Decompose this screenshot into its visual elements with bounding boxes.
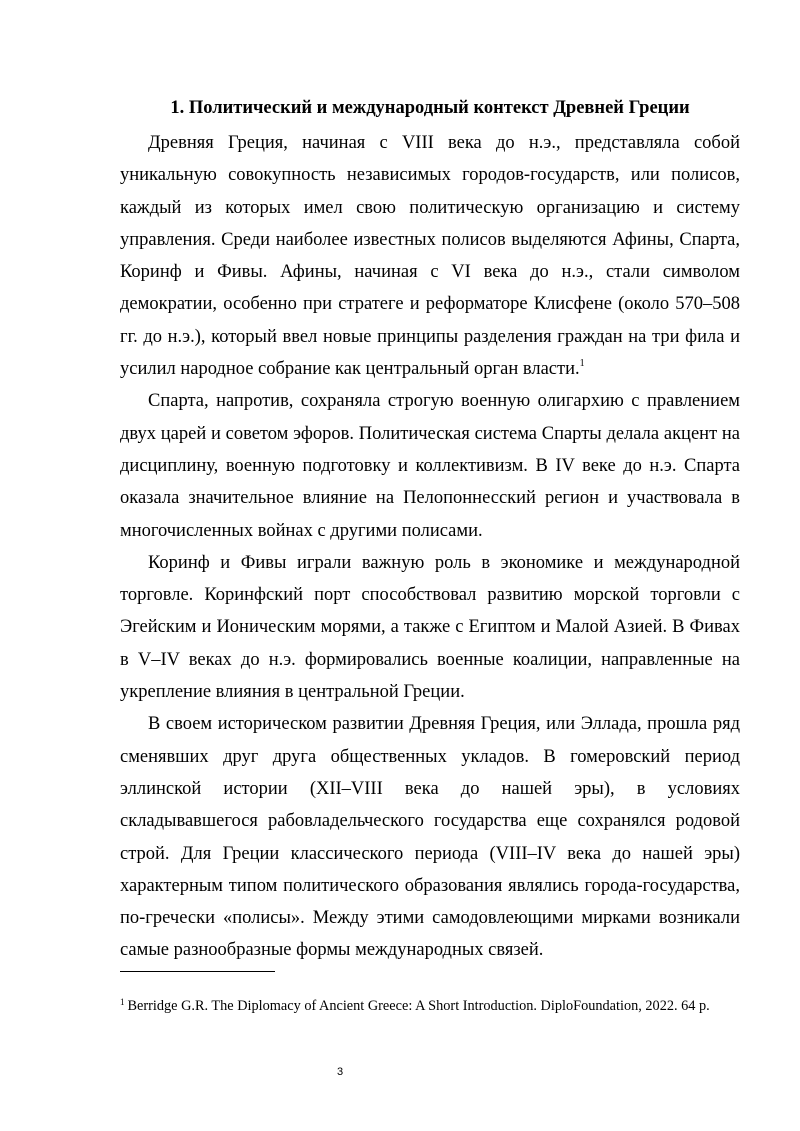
body-text [120,127,740,967]
paragraph-2: Спарта, напротив, сохраняла строгую военную олигархию с правлением двух царей и советом эфоров. Политическая система Спарты делала акцент на дисциплину, военную подготовку и коллективизм. В IV веке до н.э. Спарта оказала значительное влияние на Пелопоннесский регион и участвовала в многочисленных войнах с другими полисами. [120,391,740,541]
footnote-reference[interactable]: 1 [579,358,585,370]
footnote-separator [120,971,275,972]
paragraph-3: Коринф и Фивы играли важную роль в экономике и международной торговле. Коринфский порт способствовал развитию морской торговли с Эгейским и Ионическим морями, а также с Египтом и Малой Азией. В Фивах в V–IV веках до н.э. формировались военные коалиции, направленные на укрепление влияния в центральной Греции. [120,552,740,703]
footnote-text: Berridge G.R. The Diplomacy of Ancient Greece: A Short Introduction. DiploFoundation, 2022. 64 p. [127,998,710,1014]
footnote-marker: 1 [120,997,125,1007]
paragraph-1 [120,127,740,385]
paragraph-4: В своем историческом развитии Древняя Греция, или Эллада, прошла ряд сменявших друг друга общественных укладов. В гомеровский период эллинской истории (XII–VIII века до нашей эры), в условиях складывавшегося рабовладельческого государства еще сохранялся родовой строй. Для Греции классического периода (VIII–IV века до нашей эры) характерным типом политического образования являлись города-государства, по-гречески «полисы». Между этими самодовлеющими мирками возникали самые разнообразные формы международных связей. [120,714,740,961]
page-number: 3 [336,1066,344,1078]
section-heading: 1. Политический и международный контекст Древней Греции [170,98,690,118]
paragraph-1-text: Древняя Греция, начиная с VIII века до н.э., представляла собой уникальную совокупность независимых городов-государств, или полисов, каждый из которых имел свою политическую организацию и систему управления. Среди наиболее известных полисов выделяются Афины, Спарта, Коринф и Фивы. Афины, начиная с VI века до н.э., стали символом демократии, особенно при стратеге и реформаторе Клисфене (около 570–508 гг. до н.э.), который ввел новые принципы разделения граждан на три фила и усилил народное собрание как центральный орган власти. [120,133,740,380]
footnote [120,997,730,1015]
